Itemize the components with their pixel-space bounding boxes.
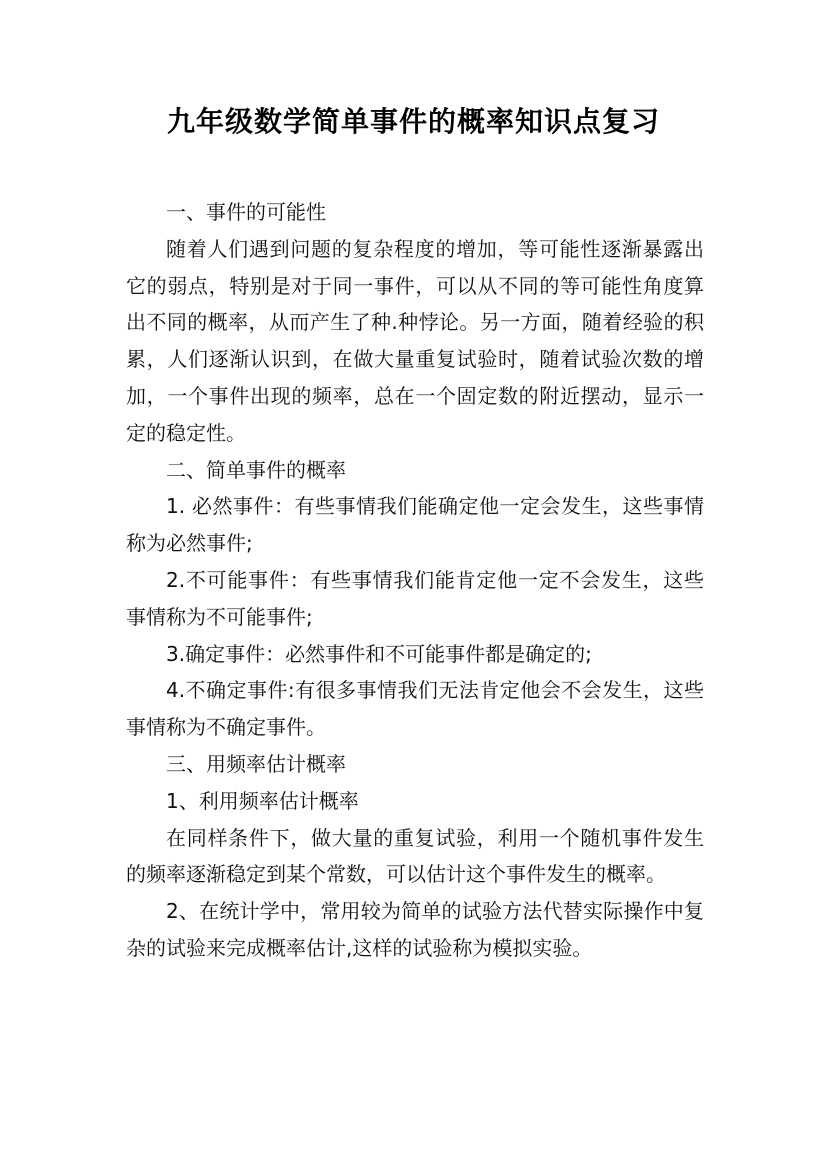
paragraph-simulation: 2、在统计学中，常用较为简单的试验方法代替实际操作中复杂的试验来完成概率估计,这样的试验称为模拟实验。 xyxy=(126,899,704,960)
list-item-impossible-event: 2.不可能事件：有些事情我们能肯定他一定不会发生，这些事情称为不可能事件; xyxy=(126,567,704,629)
paragraph-frequency-estimate: 在同样条件下，做大量的重复试验，利用一个随机事件发生的频率逐渐稳定到某个常数，可以估计这个事件发生的概率。 xyxy=(126,825,704,887)
list-item-determined-event: 3.确定事件：必然事件和不可能事件都是确定的; xyxy=(166,641,592,666)
list-item-certain-event: 1. 必然事件：有些事情我们能确定他一定会发生，这些事情称为必然事件; xyxy=(126,494,704,556)
section-heading-2: 二、简单事件的概率 xyxy=(166,457,346,482)
paragraph-possibility: 随着人们遇到问题的复杂程度的增加，等可能性逐渐暴露出它的弱点，特别是对于同一事件，可以从不同的等可能性角度算出不同的概率，从而产生了种.种悖论。另一方面，随着经验的积累，人们逐渐认识到，在做大量重复试验时，随着试验次数的增加，一个事件出现的频率，总在一个固定数的附近摆动，显示一定的稳定性。 xyxy=(126,236,704,445)
document-title: 九年级数学简单事件的概率知识点复习 xyxy=(166,105,660,138)
subheading-frequency-estimate: 1、利用频率估计概率 xyxy=(166,788,359,813)
list-item-uncertain-event: 4.不确定事件:有很多事情我们无法肯定他会不会发生，这些事情称为不确定事件。 xyxy=(126,678,704,740)
document-body xyxy=(126,194,704,967)
section-heading-1: 一、事件的可能性 xyxy=(166,200,326,224)
section-heading-3: 三、用频率估计概率 xyxy=(166,751,346,776)
